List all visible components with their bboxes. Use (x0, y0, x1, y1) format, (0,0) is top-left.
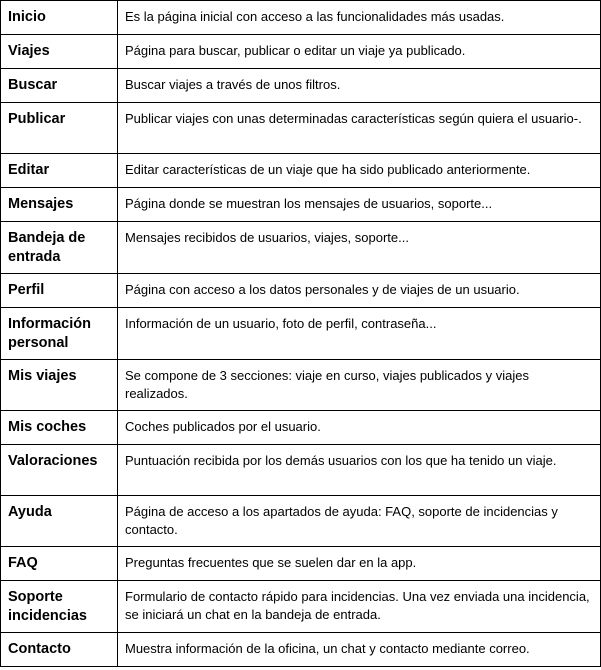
table-row (1, 445, 601, 496)
description-cell: Página de acceso a los apartados de ayuda: FAQ, soporte de incidencias y contacto. (118, 496, 601, 547)
table-row (1, 154, 601, 188)
term-cell: Valoraciones (1, 445, 118, 496)
term-cell: Inicio (1, 1, 118, 35)
description-cell: Editar características de un viaje que ha sido publicado anteriormente. (118, 154, 601, 188)
table-row (1, 547, 601, 581)
term-cell: Buscar (1, 69, 118, 103)
table-row (1, 188, 601, 222)
term-cell: Contacto (1, 633, 118, 667)
table-row (1, 633, 601, 667)
term-cell: Editar (1, 154, 118, 188)
description-cell: Coches publicados por el usuario. (118, 411, 601, 445)
description-cell: Preguntas frecuentes que se suelen dar en la app. (118, 547, 601, 581)
table-row (1, 581, 601, 633)
term-cell: Ayuda (1, 496, 118, 547)
description-cell: Muestra información de la oficina, un chat y contacto mediante correo. (118, 633, 601, 667)
description-cell: Buscar viajes a través de unos filtros. (118, 69, 601, 103)
table-row (1, 496, 601, 547)
table-row (1, 35, 601, 69)
description-cell: Formulario de contacto rápido para incidencias. Una vez enviada una incidencia, se iniciará un chat en la bandeja de entrada. (118, 581, 601, 633)
table-row (1, 69, 601, 103)
term-cell: Perfil (1, 274, 118, 308)
term-cell: Viajes (1, 35, 118, 69)
table-row (1, 411, 601, 445)
table-row (1, 103, 601, 154)
description-cell: Página con acceso a los datos personales y de viajes de un usuario. (118, 274, 601, 308)
term-cell: Bandeja de entrada (1, 222, 118, 274)
description-cell: Página donde se muestran los mensajes de usuarios, soporte... (118, 188, 601, 222)
term-cell: Mensajes (1, 188, 118, 222)
term-cell: Información personal (1, 308, 118, 360)
table-row (1, 274, 601, 308)
term-cell: Mis viajes (1, 360, 118, 411)
table-row (1, 308, 601, 360)
table-row (1, 360, 601, 411)
description-cell: Se compone de 3 secciones: viaje en curso, viajes publicados y viajes realizados. (118, 360, 601, 411)
description-cell: Es la página inicial con acceso a las funcionalidades más usadas. (118, 1, 601, 35)
term-cell: Soporte incidencias (1, 581, 118, 633)
description-cell: Publicar viajes con unas determinadas características según quiera el usuario-. (118, 103, 601, 154)
term-cell: Mis coches (1, 411, 118, 445)
term-cell: FAQ (1, 547, 118, 581)
table-row (1, 1, 601, 35)
table-row (1, 222, 601, 274)
description-cell: Información de un usuario, foto de perfil, contraseña... (118, 308, 601, 360)
description-cell: Mensajes recibidos de usuarios, viajes, soporte... (118, 222, 601, 274)
description-cell: Página para buscar, publicar o editar un viaje ya publicado. (118, 35, 601, 69)
term-cell: Publicar (1, 103, 118, 154)
description-cell: Puntuación recibida por los demás usuarios con los que ha tenido un viaje. (118, 445, 601, 496)
